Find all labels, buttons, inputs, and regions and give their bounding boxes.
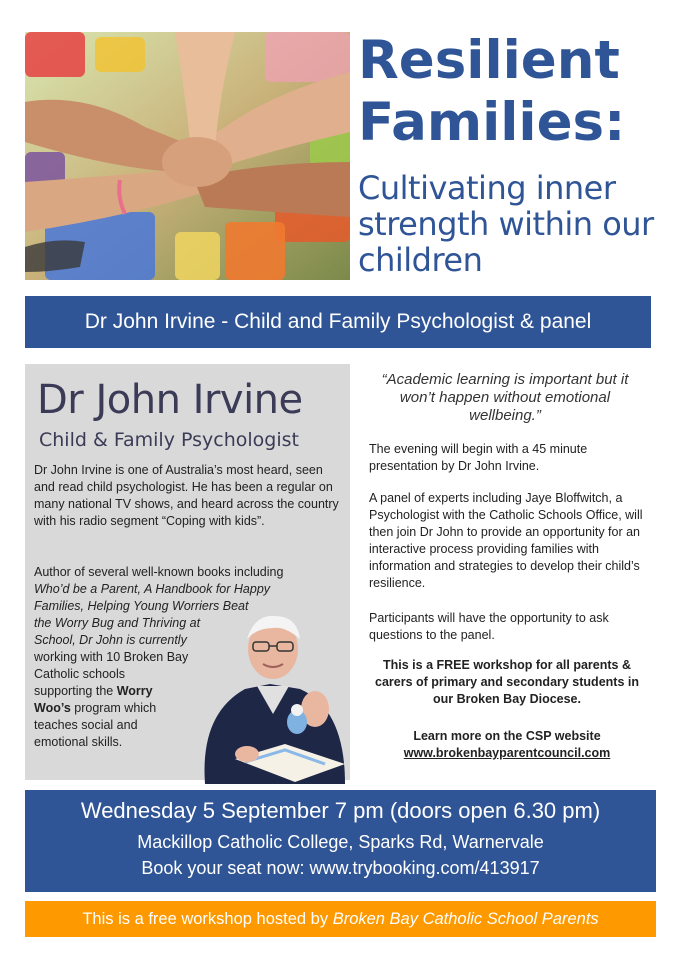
free-workshop-note: This is a FREE workshop for all parents & carers of primary and secondary students in our Broken Bay Diocese. (375, 658, 639, 706)
bio-line: working with 10 Broken Bay (34, 650, 189, 664)
bio-line: Who’d be a Parent, A Handbook for Happy (34, 582, 271, 596)
speaker-illustration (185, 604, 355, 784)
event-details (25, 790, 656, 892)
bio-paragraph-1: Dr John Irvine is one of Australia’s most heard, seen and read child psychologist. He has been a regular on many national TV shows, and heard across the country with his radio segment “Coping with kids”. (34, 463, 339, 528)
bio-line-text: supporting the (34, 684, 117, 698)
bio-line: emotional skills. (34, 735, 123, 749)
program-paragraph-3: Participants will have the opportunity to ask questions to the panel. (369, 611, 609, 642)
program-paragraph-2: A panel of experts including Jaye Bloffwitch, a Psychologist with the Catholic Schools Office, will then join Dr John to provide an opportunity for an interactive process providing families with information and strategies to develop their child’s resilience. (369, 491, 643, 590)
bio-line-text: program which (70, 701, 157, 715)
title-line-2: Families: (358, 92, 626, 153)
speaker-banner: Dr John Irvine - Child and Family Psychologist & panel (25, 296, 651, 348)
bio-line: the Worry Bug and Thriving at (34, 616, 201, 630)
speaker-role: Child & Family Psychologist (39, 429, 299, 451)
pull-quote: “Academic learning is important but it won’t happen without emotional wellbeing.” (381, 371, 629, 424)
website-link[interactable]: www.brokenbayparentcouncil.com (403, 746, 611, 760)
program-paragraph-1: The evening will begin with a 45 minute presentation by Dr John Irvine. (369, 442, 588, 473)
footer-banner (25, 901, 656, 937)
footer-host: Broken Bay Catholic School Parents (332, 910, 599, 928)
speaker-name: Dr John Irvine (37, 377, 303, 423)
bio-line: Catholic schools (34, 667, 126, 681)
footer-text: This is a free workshop hosted by (82, 910, 333, 928)
stacked-hands-illustration (25, 32, 350, 280)
learn-more (372, 728, 642, 762)
bio-panel (25, 364, 350, 780)
hero-image (25, 32, 350, 280)
booking-link[interactable]: Book your seat now: www.trybooking.com/413917 (141, 858, 540, 878)
title-line-1: Resilient (358, 30, 620, 91)
subtitle: Cultivating inner strength within our children (358, 169, 654, 279)
program-name: Worry (116, 684, 153, 698)
bio-line-italic: School, Dr John is currently (34, 633, 187, 647)
event-venue: Mackillop Catholic College, Sparks Rd, Warnervale (137, 832, 544, 852)
bio-line: teaches social and (34, 718, 138, 732)
speaker-photo (185, 604, 355, 784)
event-date: Wednesday 5 September 7 pm (doors open 6.30 pm) (80, 798, 601, 823)
bio-line: Families, Helping Young Worriers Beat (34, 599, 249, 613)
learn-more-text: Learn more on the CSP website (413, 729, 601, 743)
program-name-2: Woo’s (34, 701, 71, 715)
bio-line: Author of several well-known books including (34, 565, 284, 579)
